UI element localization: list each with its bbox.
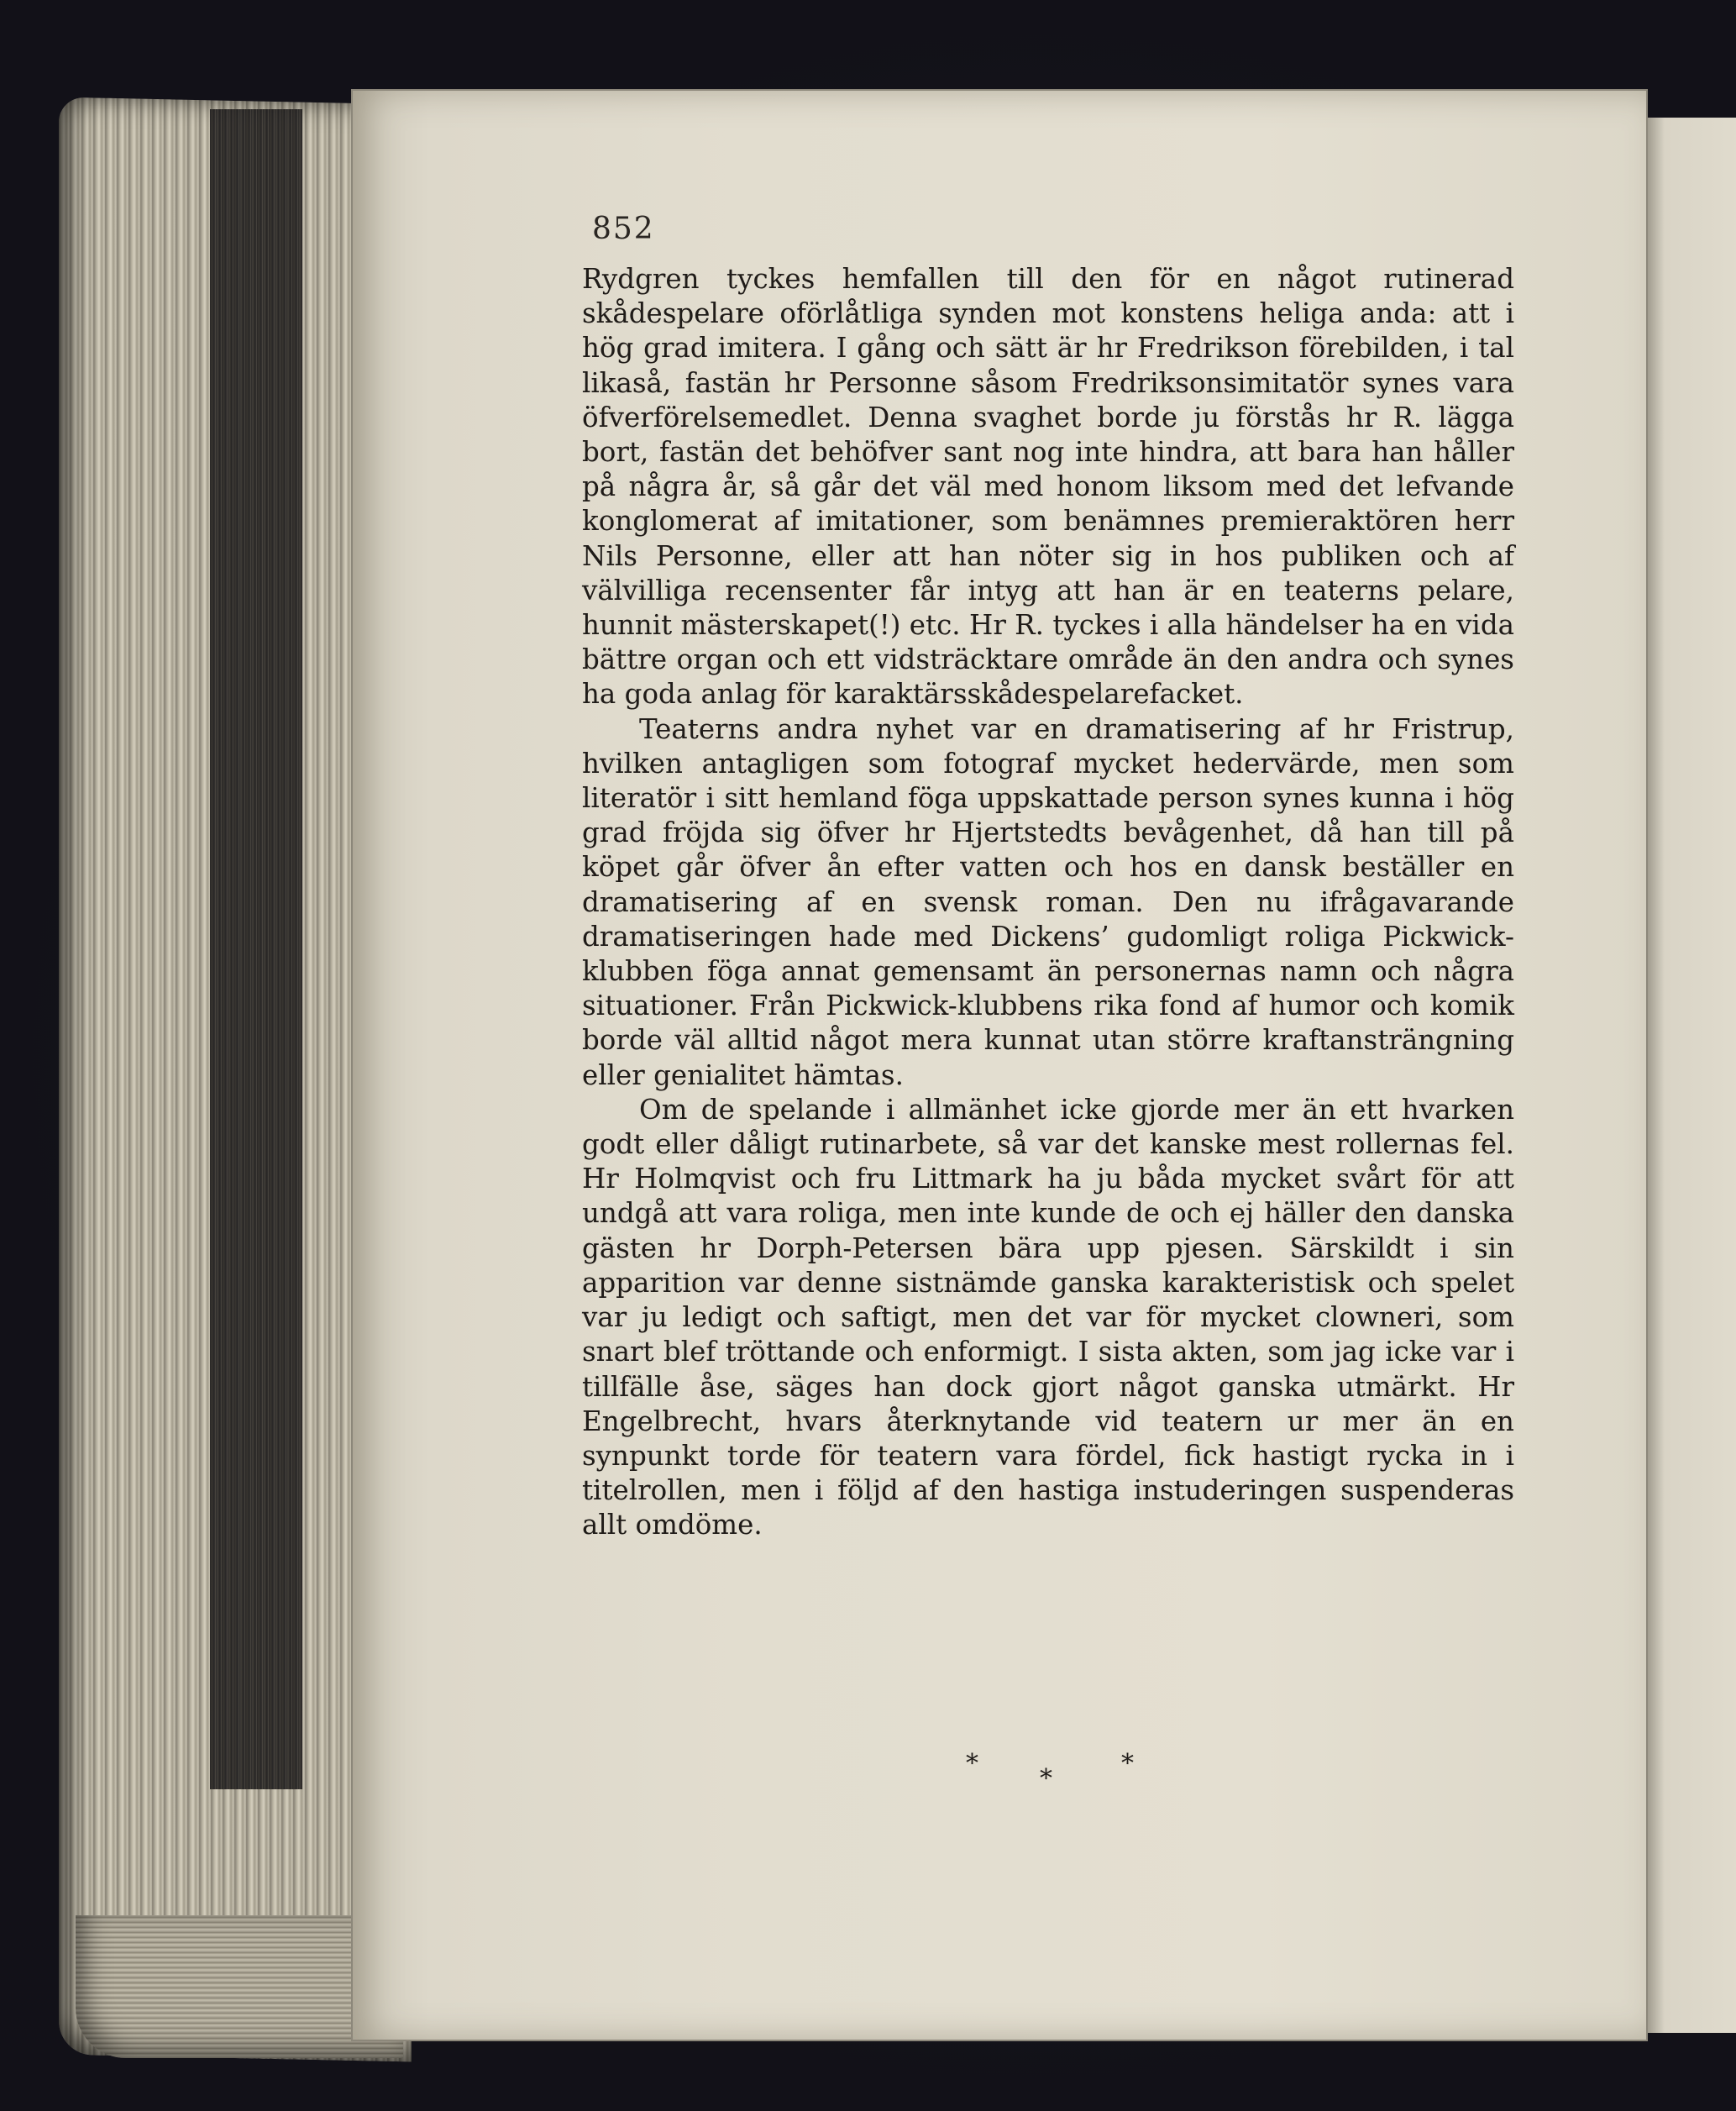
- asterisk-left: *: [966, 1749, 978, 1778]
- section-separator: [966, 1749, 1167, 1791]
- paragraph-3: Om de spelande i allmänhet icke gjorde mer än ett hvarken godt eller dåligt rutinarbete, så var det kanske mest rollernas fel. Hr Holmqvist och fru Littmark ha ju båda mycket svårt för att undgå att vara roliga, men inte kunde de och ej häller den danska gästen hr Dorph-Petersen bära upp pjesen. Särskildt i sin apparition var denne sistnämde ganska karakteristisk och spelet var ju ledigt och saftigt, men det var för mycket clowneri, som snart blef tröttande och enformigt. I sista akten, som jag icke var i tillfälle åse, säges han dock gjort något ganska utmärkt. Hr Engelbrecht, hvars återknytande vid teatern ur mer än en synpunkt torde för teatern vara fördel, fick hastigt rycka in i titelrollen, men i följd af den hastiga instuderingen suspenderas allt omdöme.: [582, 1093, 1514, 1541]
- paragraph-1: Rydgren tyckes hemfallen till den för en något rutinerad skådespelare oförlåtliga synden mot konstens heliga anda: att i hög grad imitera. I gång och sätt är hr Fredrikson förebilden, i tal likaså, fastän hr Personne såsom Fredriksonsimitatör synes vara öfverförelsemedlet. Denna svaghet borde ju förstås hr R. lägga bort, fastän det behöfver sant nog inte hindra, att bara han håller på några år, så går det väl med honom liksom med det lefvande konglomerat af imitationer, som benämnes premieraktören herr Nils Personne, eller att han nöter sig in hos publiken och af välvilliga recensenter får intyg att han är en teaterns pelare, hunnit mästerskapet(!) etc. Hr R. tyckes i alla händelser ha en vida bättre organ och ett vidsträcktare område än den andra och synes ha goda anlag för karaktärsskådespelarefacket.: [582, 263, 1514, 711]
- paragraph-2: Teaterns andra nyhet var en dramatisering af hr Fristrup, hvilken antagligen som fotograf mycket hedervärde, men som literatör i sitt hemland föga uppskattade person synes kunna i hög grad fröjda sig öfver hr Hjertstedts bevågenhet, då han till på köpet går öfver ån efter vatten och hos en dansk beställer en dramatisering af en svensk roman. Den nu ifrågavarande dramatiseringen hade med Dickens’ gudomligt roliga Pickwick-klubben föga annat gemensamt än personernas namn och några situationer. Från Pickwick-klubbens rika fond af humor och komik borde väl alltid något mera kunnat utan större kraftansträngning eller genialitet hämtas.: [582, 712, 1514, 1091]
- page-number: 852: [592, 212, 655, 246]
- facing-page-edge: [1646, 118, 1736, 2033]
- page-edges-shadow: [210, 109, 302, 1789]
- asterisk-right: *: [1121, 1749, 1134, 1778]
- page-body: [582, 262, 1514, 1543]
- asterisk-middle: *: [1040, 1764, 1052, 1793]
